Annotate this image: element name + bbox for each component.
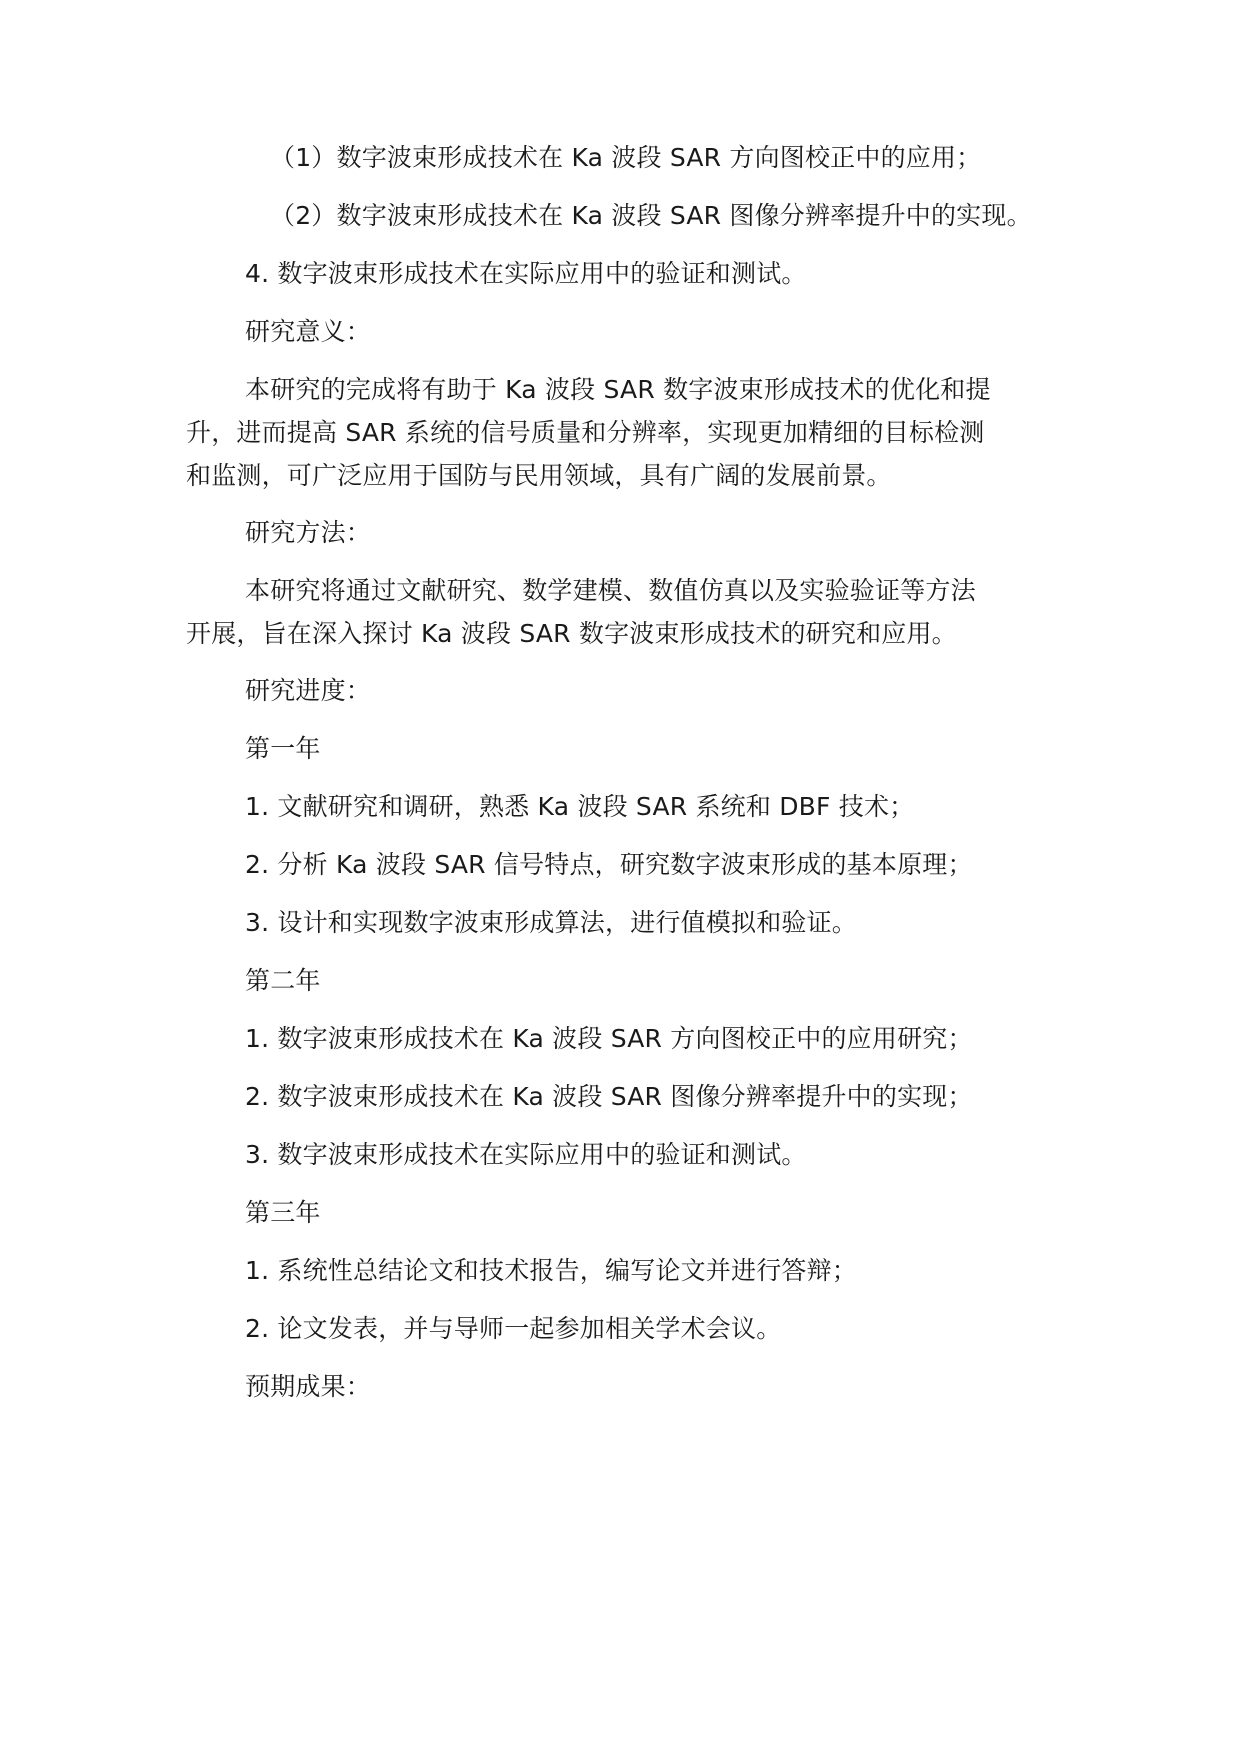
sub-item-2: （2）数字波束形成技术在 Ka 波段 SAR 图像分辨率提升中的实现。 xyxy=(270,201,1032,230)
list-item: 2. 数字波束形成技术在 Ka 波段 SAR 图像分辨率提升中的实现； xyxy=(245,1082,973,1111)
section-heading-significance: 研究意义： xyxy=(245,317,372,346)
significance-paragraph-line: 和监测，可广泛应用于国防与民用领域，具有广阔的发展前景。 xyxy=(186,461,892,490)
method-paragraph-line: 本研究将通过文献研究、数学建模、数值仿真以及实验验证等方法 xyxy=(245,576,976,605)
list-item: 2. 分析 Ka 波段 SAR 信号特点，研究数字波束形成的基本原理； xyxy=(245,850,973,879)
list-item: 1. 系统性总结论文和技术报告，编写论文并进行答辩； xyxy=(245,1256,858,1285)
list-item: 1. 文献研究和调研，熟悉 Ka 波段 SAR 系统和 DBF 技术； xyxy=(245,792,915,821)
significance-paragraph-line: 升，进而提高 SAR 系统的信号质量和分辨率，实现更加精细的目标检测 xyxy=(186,418,985,447)
section-heading-progress: 研究进度： xyxy=(245,676,372,705)
list-item-4: 4. 数字波束形成技术在实际应用中的验证和测试。 xyxy=(245,259,807,288)
year-title-3: 第三年 xyxy=(245,1198,321,1227)
sub-item-1: （1）数字波束形成技术在 Ka 波段 SAR 方向图校正中的应用； xyxy=(270,143,982,172)
list-item: 2. 论文发表，并与导师一起参加相关学术会议。 xyxy=(245,1314,782,1343)
list-item: 3. 数字波束形成技术在实际应用中的验证和测试。 xyxy=(245,1140,807,1169)
list-item: 1. 数字波束形成技术在 Ka 波段 SAR 方向图校正中的应用研究； xyxy=(245,1024,973,1053)
section-heading-expected: 预期成果： xyxy=(245,1372,372,1401)
list-item: 3. 设计和实现数字波束形成算法，进行值模拟和验证。 xyxy=(245,908,858,937)
year-title-1: 第一年 xyxy=(245,734,321,763)
year-title-2: 第二年 xyxy=(245,966,321,995)
method-paragraph-line: 开展，旨在深入探讨 Ka 波段 SAR 数字波束形成技术的研究和应用。 xyxy=(186,619,957,648)
significance-paragraph-line: 本研究的完成将有助于 Ka 波段 SAR 数字波束形成技术的优化和提 xyxy=(245,375,991,404)
section-heading-method: 研究方法： xyxy=(245,518,372,547)
